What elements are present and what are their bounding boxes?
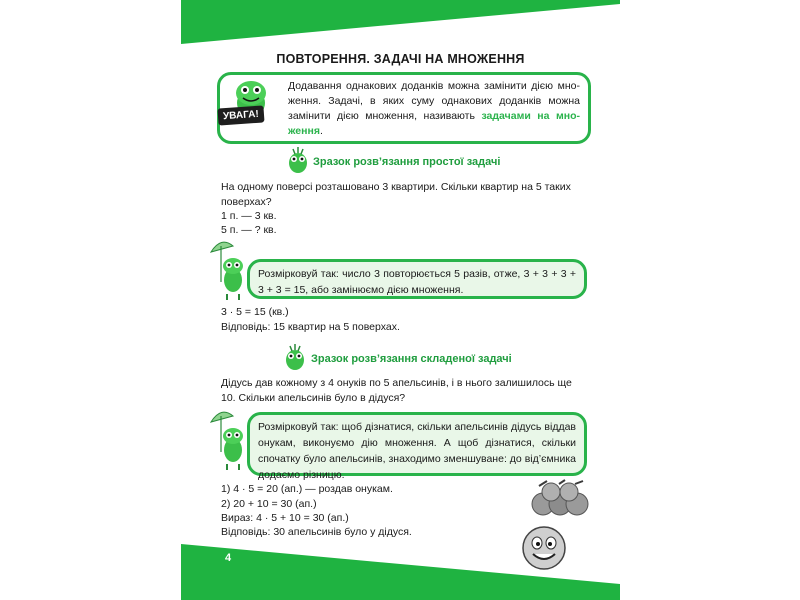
sample2-problem: Дідусь дав кожному з 4 онуків по 5 апельсинів, і в нього залишилось ще 10. Скільки апельсинів було в дідуся? (221, 377, 572, 404)
sample1-answer: Відповідь: 15 квартир на 5 поверхах. (221, 321, 400, 333)
mascot-small-icon (282, 342, 308, 372)
page-title: ПОВТОРЕННЯ. ЗАДАЧІ НА МНОЖЕННЯ (276, 52, 525, 66)
mascot-small-icon (285, 145, 311, 175)
sample2-think-box: Розмірковуй так: щоб дізнатися, скільки апельсинів дідусь віддав онукам, виконуємо дію множення. А щоб дізнатися, скільки спочатку було апельсинів, знаходимо зменшуване: до від’ємника додаємо різницю. (247, 412, 587, 476)
sample1-heading: Зразок розв’язання простої задачі (313, 156, 501, 168)
sample2-answer: Відповідь: 30 апельсинів було у дідуся. (221, 526, 412, 538)
sample2-step2: 2) 20 + 10 = 30 (ап.) (221, 498, 317, 510)
sample1-think-box: Розмірковуй так: число 3 повторюється 5 разів, отже, 3 + 3 + 3 + 3 + 3 = 15, або замінюємо дією множення. (247, 259, 587, 299)
mascot-umbrella-icon (209, 238, 249, 302)
attention-badge: УВАГА! (217, 105, 264, 125)
mascot-umbrella-icon (209, 408, 249, 472)
textbook-page (181, 0, 620, 600)
page-number: 4 (225, 552, 232, 564)
sample2-expression: Вираз: 4 · 5 + 10 = 30 (ап.) (221, 512, 349, 524)
sample1-solution: 3 · 5 = 15 (кв.) (221, 306, 289, 318)
sample2-heading: Зразок розв’язання складеної задачі (311, 353, 512, 365)
sample1-line2: 5 п. — ? кв. (221, 224, 277, 236)
sample1-problem: На одному поверсі розташовано 3 квартири. Скільки квартир на 5 таких поверхах? (221, 181, 571, 208)
top-green-band (181, 0, 620, 44)
oranges-illustration (529, 478, 591, 520)
attention-text: Додавання однакових доданків можна замінити дією множення. Задачі, в яких суму однакових доданків можна замінити дією множення, називають задачами на множення. (288, 80, 580, 137)
sample2-step1: 1) 4 · 5 = 20 (ап.) — роздав онукам. (221, 483, 393, 495)
smiley-orange-icon (521, 525, 567, 571)
sample1-line1: 1 п. — 3 кв. (221, 210, 277, 222)
attention-box (217, 72, 591, 144)
highlight-term: задачами на множення (288, 110, 580, 137)
